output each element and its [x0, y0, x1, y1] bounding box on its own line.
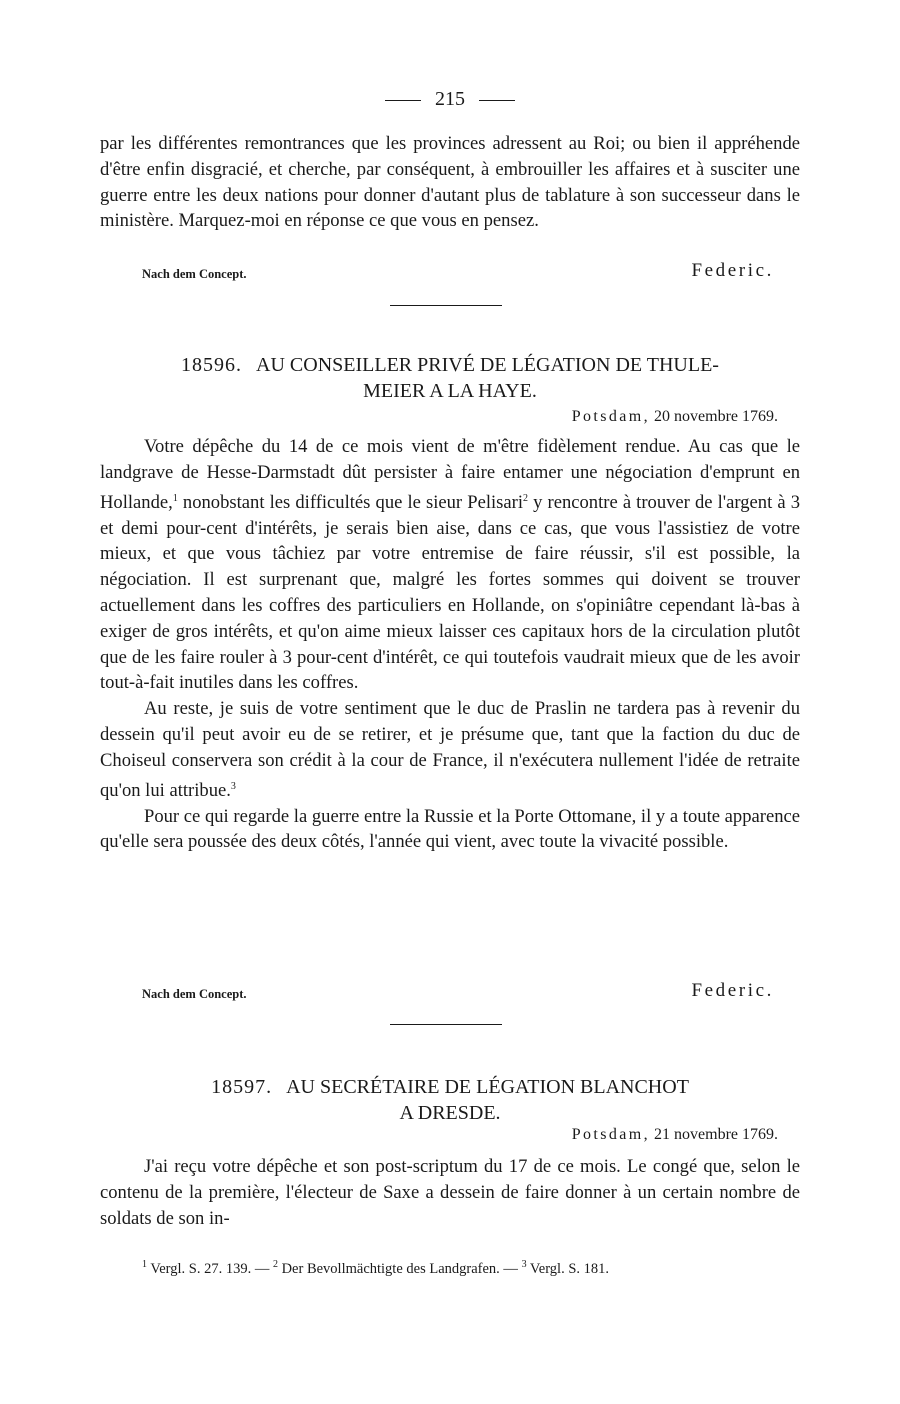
source-note: Nach dem Concept.	[142, 987, 247, 1001]
dateline	[572, 408, 778, 426]
letter-title	[100, 352, 800, 404]
section-divider	[390, 1024, 502, 1025]
footnote-number: 1	[142, 1259, 147, 1270]
paragraph-text: nonobstant les difficultés que le sieur Pelisari	[177, 491, 524, 513]
letter-source-row	[100, 978, 800, 1004]
letter-title	[100, 1074, 800, 1126]
opening-source-row	[100, 258, 800, 284]
dateline-place: Potsdam,	[571, 1126, 651, 1143]
letter-body	[100, 1154, 800, 1231]
letter-title-line2: MEIER A LA HAYE.	[363, 380, 537, 402]
letter-title-line2: A DRESDE.	[399, 1102, 501, 1124]
source-note: Nach dem Concept.	[142, 267, 247, 281]
signature: Federic.	[691, 980, 774, 1001]
letter-number: 18596.	[181, 354, 243, 376]
opening-paragraph	[100, 131, 800, 234]
letter-title-line1: AU SECRÉTAIRE DE LÉGATION BLANCHOT	[286, 1076, 689, 1098]
footnote-text: Vergl. S. 181.	[526, 1260, 610, 1277]
footnote-text: Der Bevollmächtigte des Landgrafen. —	[277, 1260, 522, 1277]
footnotes	[100, 1254, 800, 1280]
dateline-date: 20 novembre 1769.	[654, 408, 778, 425]
paragraph	[100, 434, 800, 696]
paragraph-text: Au reste, je suis de votre sentiment que le duc de Praslin ne tardera pas à revenir du dessein qu'il peut avoir eu de se retirer, et je présume que, tant que la faction du duc de Choiseul conservera son crédit à la cour de France, il n'exécutera nullement l'idée de retraite qu'on lui attribue.	[100, 698, 800, 801]
paragraph-text: Votre dépêche du 14 de ce mois vient de m'être fidèlement rendue. Au cas que le landgrave de Hesse-Darmstadt dût persister à faire entamer une négociation d'emprunt en Hollande,	[100, 436, 800, 513]
footnote-number: 3	[521, 1259, 527, 1270]
header-dash-left	[385, 100, 421, 101]
paragraph-text: y rencontre à trouver de l'argent à 3 et demi pour-cent d'intérêts, je serais bien aise, dans ce cas, que vous l'assistiez de votre mieux, et que vous tâchiez par votre entremise de faire réussir, s'il est possible, la négociation. Il est surprenant que, malgré les fortes sommes qui doivent se trouver actuellement dans les coffres des particuliers en Hollande, on s'opiniâtre cependant là-bas à exiger de gros intérêts, et qu'on aime mieux laisser ces capitaux hors de la circulation plutôt que de les faire rouler à 3 pour-cent d'intérêt, ce qui toutefois vaudrait mieux que de les avoir tout-à-fait inutiles dans les coffres.	[100, 491, 800, 694]
letter-number: 18597.	[211, 1076, 273, 1098]
signature: Federic.	[691, 260, 774, 281]
footnote-ref: 2	[523, 492, 529, 504]
footnote-ref: 1	[172, 492, 178, 504]
paragraph: Pour ce qui regarde la guerre entre la Russie et la Porte Ottomane, il y a toute apparence qu'elle sera poussée des deux côtés, l'année qui vient, avec toute la vivacité possible.	[100, 805, 800, 853]
letter-title-line1: AU CONSEILLER PRIVÉ DE LÉGATION DE THULE-	[256, 354, 719, 376]
footnote-text: Vergl. S. 27. 139. —	[147, 1260, 273, 1277]
paragraph	[100, 696, 800, 803]
letter-body	[100, 434, 800, 855]
footnote-ref: 3	[230, 780, 236, 792]
page-number: 215	[435, 88, 465, 110]
opening-text: par les différentes remontrances que les provinces adressent au Roi; ou bien il appréhende d'être enfin disgracié, et cherche, par conséquent, à embrouiller les affaires et à susciter une guerre entre les deux nations pour donner d'autant plus de tablature à son successeur dans le ministère. Marquez-moi en réponse ce que vous en pensez.	[100, 133, 800, 232]
page-header	[100, 88, 800, 112]
section-divider	[390, 305, 502, 306]
paragraph: J'ai reçu votre dépêche et son post-scriptum du 17 de ce mois. Le congé que, selon le contenu de la première, l'électeur de Saxe a dessein de faire donner à un certain nombre de soldats de son in-	[100, 1156, 800, 1229]
dateline-date: 21 novembre 1769.	[654, 1126, 778, 1143]
footnote-number: 2	[272, 1259, 278, 1270]
dateline-place: Potsdam,	[571, 408, 651, 425]
dateline	[572, 1126, 778, 1144]
header-dash-right	[479, 100, 515, 101]
